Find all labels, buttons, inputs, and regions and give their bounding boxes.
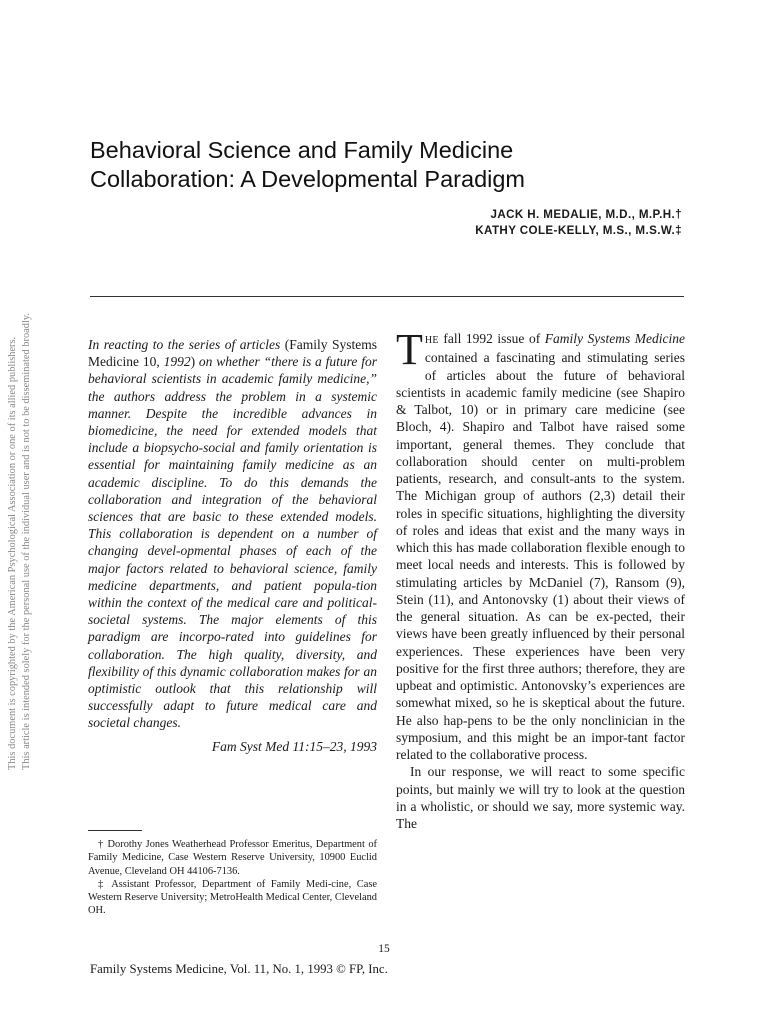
body-p1-start: fall 1992 issue of (438, 331, 545, 346)
small-caps-opening: HE (424, 335, 439, 346)
body-paragraph-1 (396, 325, 685, 763)
footnote-divider (88, 830, 142, 831)
abstract-body: on whether “there is a future for behavioral scientists in academic family medicine,” the authors address the problem in a systemic manner. Despite the incredible advances in biomedicine, the need for extended models that include a biopsycho-social and family orientation is essential for maintaining family medicine as an academic discipline. To do this demands the collaboration and integration of the behavioral sciences that are basic to these extended models. This collaboration is dependent on a number of changing devel-opmental phases of each of the major factors related to behavioral science, family medicine departments, and patient popula-tion within the context of the medical care and political-societal systems. The major elements of this paradigm are incorpo-rated into guidelines for collaboration. The high quality, diversity, and flexibility of this dynamic collaboration makes for an optimistic outlook that this relationship will successfully adapt to future medical care and societal changes. (88, 354, 377, 731)
footnotes (88, 838, 377, 918)
header-divider (90, 296, 684, 297)
article-title (90, 136, 690, 194)
author-list (475, 207, 682, 239)
title-line-2: Collaboration: A Developmental Paradigm (90, 166, 526, 192)
author-medalie: JACK H. MEDALIE, M.D., M.P.H.† (490, 208, 682, 221)
title-line-1: Behavioral Science and Family Medicine (90, 137, 514, 163)
abstract-reference: Fam Syst Med 11:15–23, 1993 (211, 738, 377, 754)
journal-citation-footer: Family Systems Medicine, Vol. 11, No. 1, 1993 © FP, Inc. (90, 962, 388, 976)
copyright-notice-line-2: This article is intended solely for the personal use of the individual user and is not to be disseminated broadly. (21, 313, 32, 770)
abstract-citation-year: 1992 (163, 354, 191, 370)
footnote-1: † Dorothy Jones Weatherhead Professor Emeritus, Department of Family Medicine, Case Western Reserve University, 10900 Euclid Avenue, Cleveland OH 44106-7136. (88, 839, 377, 877)
author-cole-kelly: KATHY COLE-KELLY, M.S., M.S.W.‡ (475, 224, 682, 237)
abstract-citation-close: ) (190, 354, 196, 370)
abstract-text (88, 336, 377, 732)
copyright-notice-line-1: This document is copyrighted by the American Psychological Association or one of its allied publishers. (7, 336, 18, 770)
copyright-notice (4, 260, 44, 770)
drop-cap: T (396, 325, 423, 374)
abstract (88, 336, 377, 755)
body-journal-name: Family Systems Medicine (544, 331, 685, 346)
abstract-intro: In reacting to the series of articles (88, 337, 285, 352)
page-number: 15 (378, 943, 390, 955)
body-paragraph-2: In our response, we will react to some specific points, but mainly we will try to look at the question in a wholistic, or should we say, more systemic way. The (396, 764, 685, 831)
body-p1-rest: contained a fascinating and stimulating series of articles about the future of behavioral scientists in academic family medicine (see Shapiro & Talbot, 10) or in primary care medicine (see Bloch, 4). Shapiro and Talbot have raised some important, general themes. They conclude that collaboration should center on multi-problem patients, research, and consult-ants to the system. The Michigan group of authors (2,3) detail their roles in specific situations, highlighting the diversity of roles and ideas that exist and the many ways in which this has made collaboration flexible enough to meet local needs and interests. This is followed by stimulating articles by McDaniel (7), Ransom (9), Stein (11), and Antonovsky (1) about their views of the general situation. As can be ex-pected, their views have been greatly influenced by their personal experiences. These experiences have been very positive for the first three authors; therefore, they are upbeat and optimistic. Antonovsky’s experiences are somewhat mixed, so he is skeptical about the future. He also hap-pens to be the only nonclinician in the symposium, and this might be an impor-tant factor related to the collaborative process. (396, 350, 685, 762)
abstract-citation: (Family Systems Medicine 10, (88, 337, 377, 370)
footnote-2: ‡ Assistant Professor, Department of Family Medi-cine, Case Western Reserve University; MetroHealth Medical Center, Cleveland OH. (88, 878, 377, 917)
body-column (396, 325, 685, 832)
